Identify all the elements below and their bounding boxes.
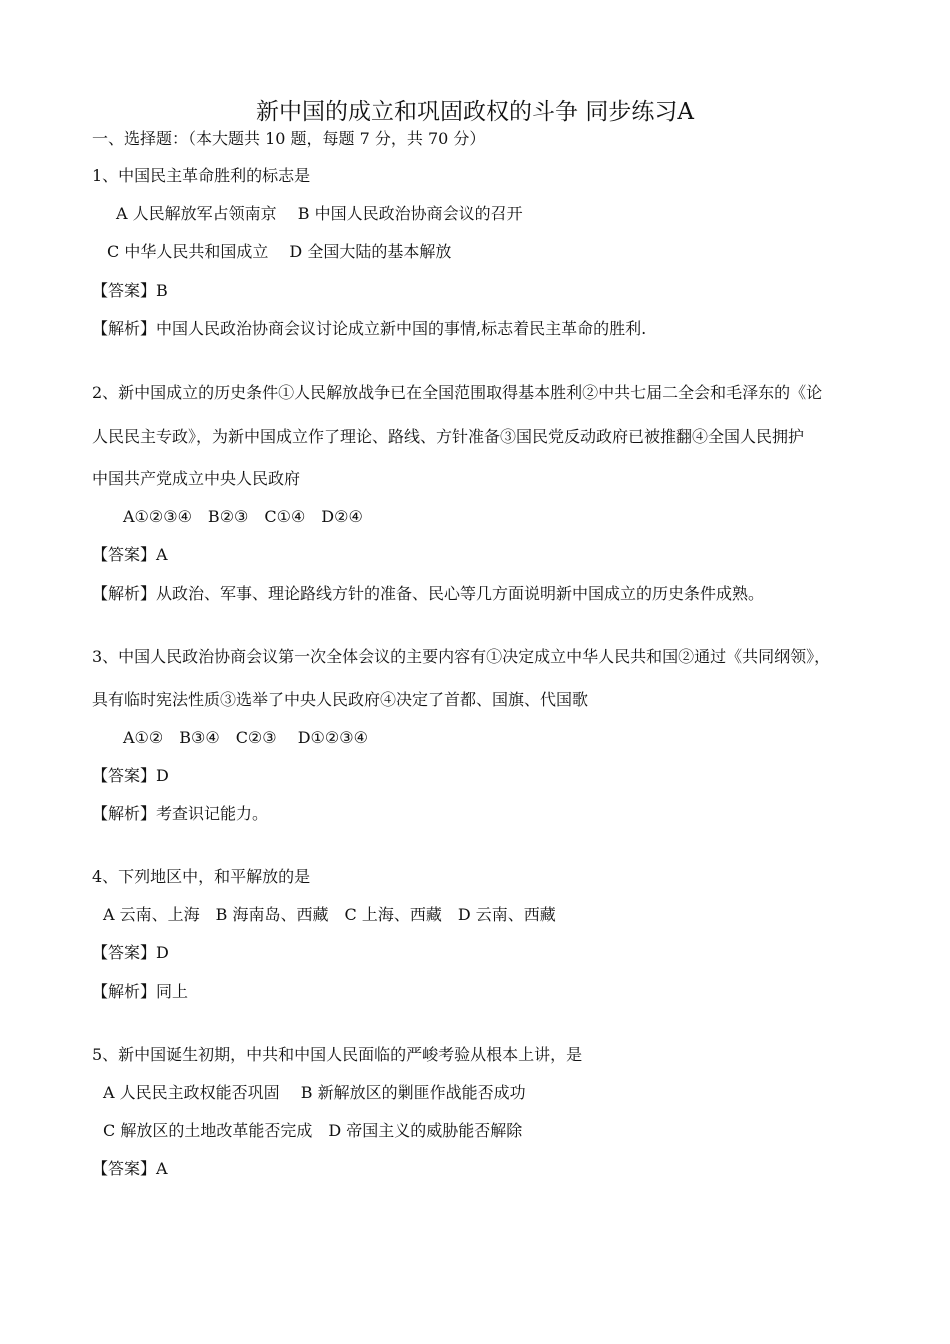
question-3-answer: 【答案】D (92, 766, 169, 785)
question-5-options-line-2: C 解放区的土地改革能否完成 D 帝国主义的威胁能否解除 (103, 1121, 523, 1140)
question-1-stem: 1、中国民主革命胜利的标志是 (92, 166, 311, 185)
section-heading: 一、选择题：（本大题共 10 题，每题 7 分，共 70 分） (92, 129, 486, 148)
question-3-options: A①② B③④ C②③ D①②③④ (123, 728, 368, 747)
question-4-options: A 云南、上海 B 海南岛、西藏 C 上海、西藏 D 云南、西藏 (103, 905, 556, 924)
question-2-stem-line-3: 中国共产党成立中央人民政府 (92, 469, 301, 488)
question-5-options-line-1: A 人民民主政权能否巩固 B 新解放区的剿匪作战能否成功 (103, 1083, 526, 1102)
question-4-answer: 【答案】D (92, 943, 169, 962)
question-2-stem-line-1: 2、新中国成立的历史条件①人民解放战争已在全国范围取得基本胜利②中共七届二全会和毛泽东的《论 (92, 383, 823, 402)
question-3-stem-line-1: 3、中国人民政治协商会议第一次全体会议的主要内容有①决定成立中华人民共和国②通过《共同纲领》， (92, 647, 831, 666)
question-4-stem: 4、下列地区中，和平解放的是 (92, 867, 311, 886)
question-1-options-line-2: C 中华人民共和国成立 D 全国大陆的基本解放 (107, 242, 452, 261)
question-2-options: A①②③④ B②③ C①④ D②④ (123, 507, 363, 526)
question-1-answer: 【答案】B (92, 281, 168, 300)
question-5-answer: 【答案】A (92, 1159, 168, 1178)
question-1-options-line-1: A 人民解放军占领南京 B 中国人民政治协商会议的召开 (116, 204, 523, 223)
question-3-analysis: 【解析】考查识记能力。 (92, 804, 269, 823)
question-2-answer: 【答案】A (92, 545, 168, 564)
question-4-analysis: 【解析】同上 (92, 982, 189, 1001)
question-2-analysis: 【解析】从政治、军事、理论路线方针的准备、民心等几方面说明新中国成立的历史条件成熟。 (92, 584, 765, 603)
question-2-stem-line-2: 人民民主专政》，为新中国成立作了理论、路线、方针准备③国民党反动政府已被推翻④全国人民拥护 (92, 427, 805, 446)
question-3-stem-line-2: 具有临时宪法性质③选举了中央人民政府④决定了首都、国旗、代国歌 (92, 690, 589, 709)
question-1-analysis: 【解析】中国人民政治协商会议讨论成立新中国的事情,标志着民主革命的胜利. (92, 319, 647, 338)
document-title: 新中国的成立和巩固政权的斗争 同步练习A (256, 99, 694, 125)
question-5-stem: 5、新中国诞生初期，中共和中国人民面临的严峻考验从根本上讲，是 (92, 1045, 583, 1064)
